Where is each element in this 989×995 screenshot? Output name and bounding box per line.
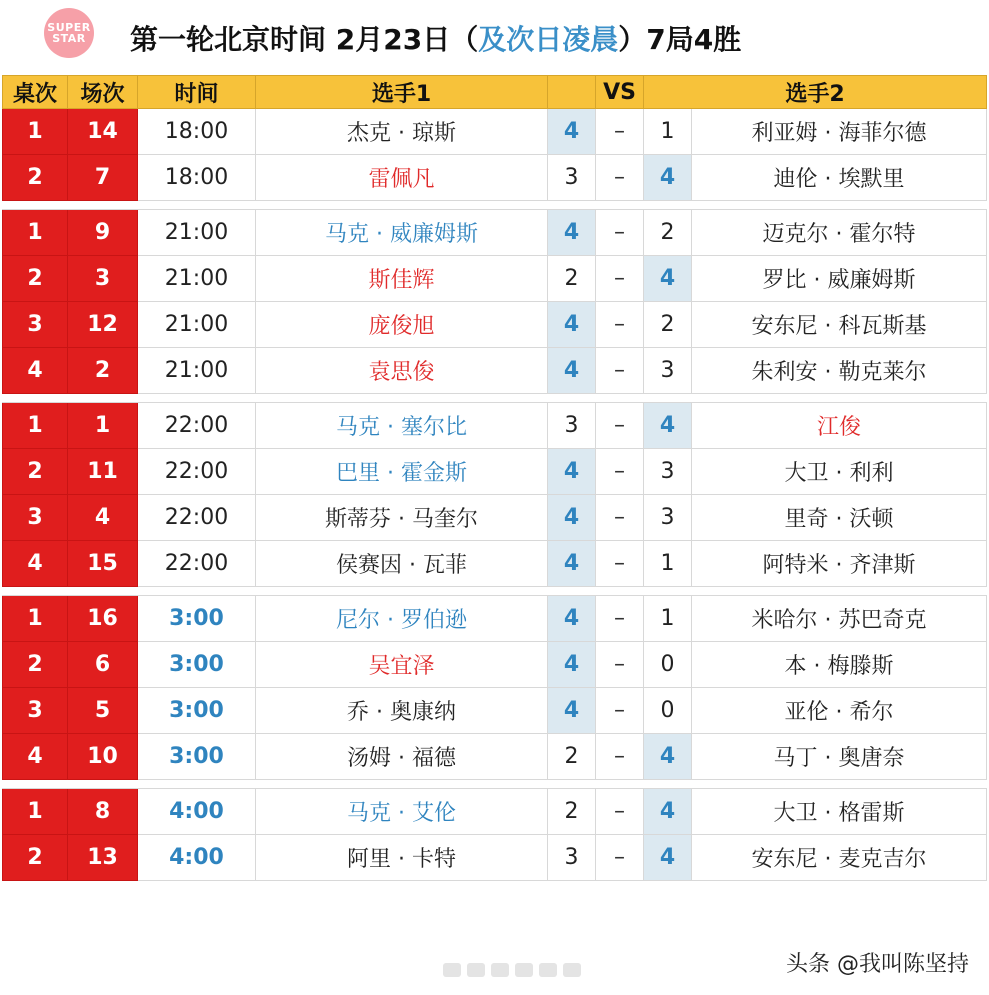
vs-cell: – <box>596 835 644 881</box>
player1-cell: 斯佳辉 <box>256 256 548 302</box>
vs-cell: – <box>596 688 644 734</box>
player1-cell: 马克 · 威廉姆斯 <box>256 210 548 256</box>
score1-cell: 4 <box>548 642 596 688</box>
desk-cell: 2 <box>3 642 68 688</box>
desk-cell: 2 <box>3 256 68 302</box>
match-cell: 5 <box>68 688 138 734</box>
player1-cell: 阿里 · 卡特 <box>256 835 548 881</box>
page-dot <box>443 963 461 977</box>
player2-cell: 大卫 · 利利 <box>692 449 987 495</box>
header-time: 时间 <box>138 76 256 109</box>
match-cell: 3 <box>68 256 138 302</box>
group-separator-cell <box>3 587 987 596</box>
score1-cell: 4 <box>548 688 596 734</box>
desk-cell: 1 <box>3 403 68 449</box>
score2-cell: 3 <box>644 348 692 394</box>
player2-cell: 安东尼 · 科瓦斯基 <box>692 302 987 348</box>
time-cell: 22:00 <box>138 495 256 541</box>
score1-cell: 2 <box>548 734 596 780</box>
desk-cell: 3 <box>3 688 68 734</box>
title-time-prefix: 北京时间 2月23日（ <box>214 23 479 56</box>
score1-cell: 4 <box>548 495 596 541</box>
player2-cell: 利亚姆 · 海菲尔德 <box>692 109 987 155</box>
vs-cell: – <box>596 596 644 642</box>
time-cell: 22:00 <box>138 541 256 587</box>
score2-cell: 0 <box>644 688 692 734</box>
table-row <box>3 642 987 688</box>
desk-cell: 3 <box>3 302 68 348</box>
table-row <box>3 688 987 734</box>
player1-cell: 马克 · 塞尔比 <box>256 403 548 449</box>
desk-cell: 4 <box>3 348 68 394</box>
player2-cell: 江俊 <box>692 403 987 449</box>
table-row <box>3 403 987 449</box>
score1-cell: 2 <box>548 789 596 835</box>
time-cell: 21:00 <box>138 348 256 394</box>
vs-cell: – <box>596 734 644 780</box>
table-row <box>3 789 987 835</box>
page-dot <box>491 963 509 977</box>
vs-cell: – <box>596 789 644 835</box>
player1-cell: 巴里 · 霍金斯 <box>256 449 548 495</box>
player1-cell: 马克 · 艾伦 <box>256 789 548 835</box>
brand-logo <box>44 8 94 58</box>
header-score1 <box>548 76 596 109</box>
score2-cell: 2 <box>644 210 692 256</box>
player2-cell: 安东尼 · 麦克吉尔 <box>692 835 987 881</box>
time-cell: 4:00 <box>138 835 256 881</box>
title-time-suffix: ）7局4胜 <box>618 23 742 56</box>
match-cell: 7 <box>68 155 138 201</box>
score2-cell: 4 <box>644 256 692 302</box>
table-row <box>3 596 987 642</box>
title-time-highlight: 及次日凌晨 <box>478 23 619 56</box>
vs-cell: – <box>596 109 644 155</box>
player2-cell: 大卫 · 格雷斯 <box>692 789 987 835</box>
score1-cell: 3 <box>548 835 596 881</box>
page-dot <box>539 963 557 977</box>
header-player2: 选手2 <box>644 76 987 109</box>
player2-cell: 马丁 · 奥唐奈 <box>692 734 987 780</box>
table-row <box>3 449 987 495</box>
table-row <box>3 302 987 348</box>
group-separator-cell <box>3 394 987 403</box>
time-cell: 21:00 <box>138 256 256 302</box>
vs-cell: – <box>596 495 644 541</box>
player2-cell: 米哈尔 · 苏巴奇克 <box>692 596 987 642</box>
score1-cell: 3 <box>548 155 596 201</box>
time-cell: 3:00 <box>138 688 256 734</box>
watermark: 头条 @我叫陈坚持 <box>786 951 969 977</box>
match-cell: 12 <box>68 302 138 348</box>
schedule-table <box>2 75 987 881</box>
player1-cell: 尼尔 · 罗伯逊 <box>256 596 548 642</box>
match-cell: 4 <box>68 495 138 541</box>
group-separator-cell <box>3 780 987 789</box>
desk-cell: 3 <box>3 495 68 541</box>
match-cell: 1 <box>68 403 138 449</box>
vs-cell: – <box>596 642 644 688</box>
logo-text-bottom: STAR <box>52 32 86 45</box>
group-separator <box>3 394 987 403</box>
logo-text-top: SUPER <box>47 21 91 34</box>
score2-cell: 3 <box>644 495 692 541</box>
score2-cell: 1 <box>644 541 692 587</box>
group-separator-cell <box>3 201 987 210</box>
match-cell: 16 <box>68 596 138 642</box>
player2-cell: 阿特米 · 齐津斯 <box>692 541 987 587</box>
vs-cell: – <box>596 449 644 495</box>
group-separator <box>3 201 987 210</box>
score2-cell: 1 <box>644 596 692 642</box>
match-cell: 13 <box>68 835 138 881</box>
time-cell: 3:00 <box>138 642 256 688</box>
player1-cell: 乔 · 奥康纳 <box>256 688 548 734</box>
round-label: 第一轮 <box>130 23 215 56</box>
match-cell: 2 <box>68 348 138 394</box>
player2-cell: 亚伦 · 希尔 <box>692 688 987 734</box>
time-cell: 21:00 <box>138 302 256 348</box>
desk-cell: 1 <box>3 109 68 155</box>
time-cell: 18:00 <box>138 109 256 155</box>
vs-cell: – <box>596 403 644 449</box>
page-title <box>130 16 741 60</box>
table-row <box>3 256 987 302</box>
player1-cell: 汤姆 · 福德 <box>256 734 548 780</box>
table-row <box>3 109 987 155</box>
score1-cell: 2 <box>548 256 596 302</box>
match-cell: 6 <box>68 642 138 688</box>
match-cell: 11 <box>68 449 138 495</box>
player2-cell: 罗比 · 威廉姆斯 <box>692 256 987 302</box>
desk-cell: 2 <box>3 449 68 495</box>
player2-cell: 里奇 · 沃顿 <box>692 495 987 541</box>
header-vs: VS <box>596 76 644 109</box>
desk-cell: 2 <box>3 155 68 201</box>
player2-cell: 迈克尔 · 霍尔特 <box>692 210 987 256</box>
player1-cell: 杰克 · 琼斯 <box>256 109 548 155</box>
desk-cell: 1 <box>3 596 68 642</box>
time-cell: 4:00 <box>138 789 256 835</box>
player1-cell: 吴宜泽 <box>256 642 548 688</box>
player1-cell: 斯蒂芬 · 马奎尔 <box>256 495 548 541</box>
score1-cell: 3 <box>548 403 596 449</box>
player2-cell: 本 · 梅滕斯 <box>692 642 987 688</box>
score1-cell: 4 <box>548 541 596 587</box>
group-separator <box>3 587 987 596</box>
table-row <box>3 348 987 394</box>
score1-cell: 4 <box>548 449 596 495</box>
score2-cell: 3 <box>644 449 692 495</box>
vs-cell: – <box>596 302 644 348</box>
score2-cell: 1 <box>644 109 692 155</box>
page-dot <box>467 963 485 977</box>
score1-cell: 4 <box>548 210 596 256</box>
table-row <box>3 835 987 881</box>
table-row <box>3 210 987 256</box>
desk-cell: 2 <box>3 835 68 881</box>
page-dot <box>515 963 533 977</box>
schedule-body <box>3 109 987 881</box>
table-row <box>3 541 987 587</box>
desk-cell: 1 <box>3 789 68 835</box>
desk-cell: 4 <box>3 541 68 587</box>
header-player1: 选手1 <box>256 76 548 109</box>
player1-cell: 袁思俊 <box>256 348 548 394</box>
score2-cell: 4 <box>644 403 692 449</box>
group-separator <box>3 780 987 789</box>
time-cell: 21:00 <box>138 210 256 256</box>
score2-cell: 2 <box>644 302 692 348</box>
player1-cell: 庞俊旭 <box>256 302 548 348</box>
time-cell: 22:00 <box>138 449 256 495</box>
time-cell: 3:00 <box>138 596 256 642</box>
score2-cell: 4 <box>644 734 692 780</box>
header-match: 场次 <box>68 76 138 109</box>
score1-cell: 4 <box>548 109 596 155</box>
page-indicator <box>443 963 581 977</box>
time-cell: 3:00 <box>138 734 256 780</box>
score2-cell: 4 <box>644 789 692 835</box>
match-cell: 15 <box>68 541 138 587</box>
vs-cell: – <box>596 210 644 256</box>
match-cell: 14 <box>68 109 138 155</box>
score2-cell: 4 <box>644 155 692 201</box>
table-row <box>3 734 987 780</box>
score1-cell: 4 <box>548 302 596 348</box>
title-bar <box>0 0 989 75</box>
score1-cell: 4 <box>548 348 596 394</box>
vs-cell: – <box>596 155 644 201</box>
desk-cell: 4 <box>3 734 68 780</box>
score1-cell: 4 <box>548 596 596 642</box>
score2-cell: 0 <box>644 642 692 688</box>
table-row <box>3 155 987 201</box>
time-cell: 18:00 <box>138 155 256 201</box>
table-row <box>3 495 987 541</box>
player1-cell: 雷佩凡 <box>256 155 548 201</box>
player2-cell: 朱利安 · 勒克莱尔 <box>692 348 987 394</box>
match-cell: 8 <box>68 789 138 835</box>
time-cell: 22:00 <box>138 403 256 449</box>
page-dot <box>563 963 581 977</box>
score2-cell: 4 <box>644 835 692 881</box>
match-cell: 10 <box>68 734 138 780</box>
desk-cell: 1 <box>3 210 68 256</box>
vs-cell: – <box>596 541 644 587</box>
header-row <box>3 76 987 109</box>
player2-cell: 迪伦 · 埃默里 <box>692 155 987 201</box>
vs-cell: – <box>596 256 644 302</box>
vs-cell: – <box>596 348 644 394</box>
player1-cell: 侯赛因 · 瓦菲 <box>256 541 548 587</box>
match-cell: 9 <box>68 210 138 256</box>
header-desk: 桌次 <box>3 76 68 109</box>
